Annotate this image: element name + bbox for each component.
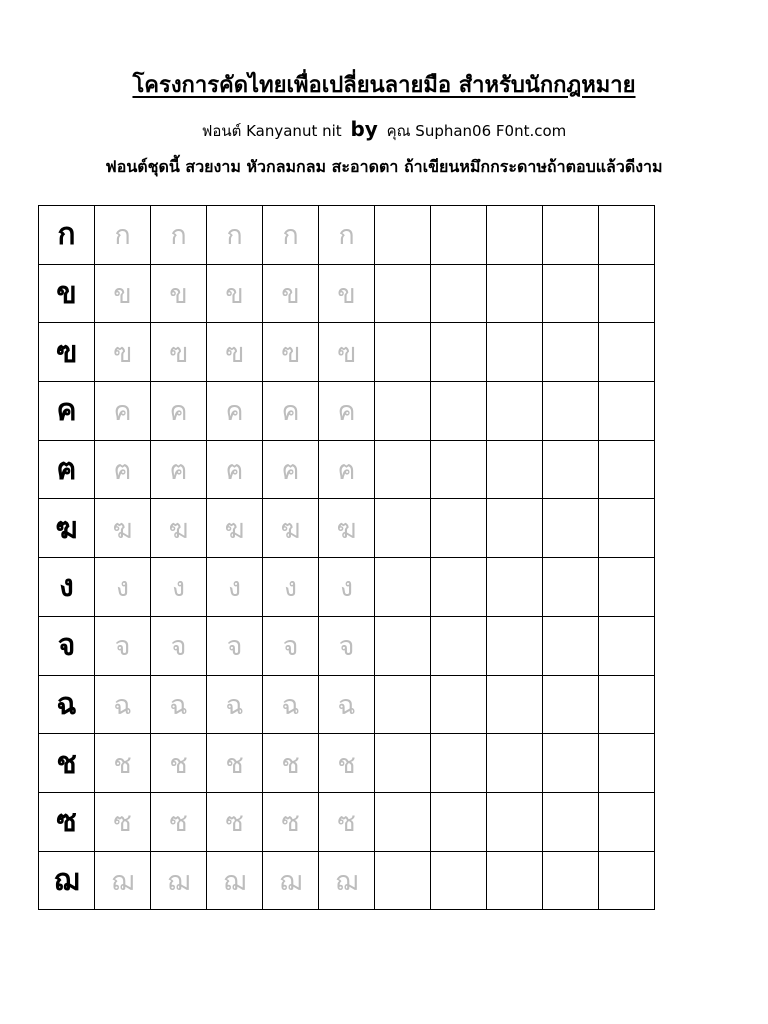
trace-letter-cell: ก (95, 206, 151, 265)
blank-practice-cell (431, 616, 487, 675)
trace-letter-cell: จ (95, 616, 151, 675)
trace-letter-cell: ฅ (207, 440, 263, 499)
blank-practice-cell (599, 851, 655, 910)
blank-practice-cell (487, 323, 543, 382)
trace-letter-cell: ข (263, 264, 319, 323)
trace-letter-cell: ช (95, 734, 151, 793)
page-title-text: โครงการคัดไทยเพื่อเปลี่ยนลายมือ สำหรับนักกฎหมาย (132, 73, 636, 98)
trace-letter-cell: ก (319, 206, 375, 265)
model-letter-cell: ฆ (39, 499, 95, 558)
trace-letter-cell: ฆ (207, 499, 263, 558)
blank-practice-cell (375, 264, 431, 323)
blank-practice-cell (487, 206, 543, 265)
blank-practice-cell (599, 440, 655, 499)
trace-letter-cell: ฉ (151, 675, 207, 734)
trace-letter-cell: ฌ (95, 851, 151, 910)
trace-letter-cell: ฅ (319, 440, 375, 499)
blank-practice-cell (543, 264, 599, 323)
blank-practice-cell (543, 382, 599, 441)
trace-letter-cell: ง (207, 558, 263, 617)
model-letter-cell: ง (39, 558, 95, 617)
trace-letter-cell: ฃ (95, 323, 151, 382)
blank-practice-cell (431, 851, 487, 910)
blank-practice-cell (599, 499, 655, 558)
blank-practice-cell (487, 851, 543, 910)
model-letter-cell: ค (39, 382, 95, 441)
blank-practice-cell (431, 440, 487, 499)
trace-letter-cell: ค (151, 382, 207, 441)
blank-practice-cell (375, 616, 431, 675)
blank-practice-cell (487, 558, 543, 617)
practice-row (39, 264, 655, 323)
blank-practice-cell (543, 440, 599, 499)
practice-row (39, 734, 655, 793)
font-credit (0, 116, 768, 144)
trace-letter-cell: ฉ (207, 675, 263, 734)
trace-letter-cell: ช (319, 734, 375, 793)
blank-practice-cell (543, 616, 599, 675)
credit-suffix: คุณ Suphan06 F0nt.com (386, 122, 567, 140)
trace-letter-cell: จ (207, 616, 263, 675)
trace-letter-cell: ค (207, 382, 263, 441)
trace-letter-cell: ฉ (319, 675, 375, 734)
trace-letter-cell: ซ (263, 792, 319, 851)
trace-letter-cell: ฆ (95, 499, 151, 558)
trace-letter-cell: ฌ (319, 851, 375, 910)
blank-practice-cell (375, 734, 431, 793)
trace-letter-cell: ข (319, 264, 375, 323)
trace-letter-cell: ข (95, 264, 151, 323)
model-letter-cell: ฅ (39, 440, 95, 499)
trace-letter-cell: ค (319, 382, 375, 441)
blank-practice-cell (375, 558, 431, 617)
model-letter-cell: ฃ (39, 323, 95, 382)
blank-practice-cell (375, 851, 431, 910)
practice-grid (38, 205, 655, 910)
blank-practice-cell (375, 440, 431, 499)
practice-row (39, 382, 655, 441)
blank-practice-cell (487, 734, 543, 793)
blank-practice-cell (599, 206, 655, 265)
page-subtitle: ฟอนต์ชุดนี้ สวยงาม หัวกลมกลม สะอาดตา ถ้าเขียนหมึกกระดาษถ้าตอบแล้วดีงาม (105, 157, 663, 176)
blank-practice-cell (599, 675, 655, 734)
model-letter-cell: ซ (39, 792, 95, 851)
blank-practice-cell (487, 440, 543, 499)
practice-row (39, 499, 655, 558)
trace-letter-cell: จ (319, 616, 375, 675)
credit-by: by (350, 117, 378, 141)
trace-letter-cell: ฃ (151, 323, 207, 382)
trace-letter-cell: ฃ (319, 323, 375, 382)
trace-letter-cell: ฆ (263, 499, 319, 558)
trace-letter-cell: ฃ (207, 323, 263, 382)
page-title (0, 68, 768, 104)
credit-prefix: ฟอนต์ Kanyanut nit (201, 122, 342, 140)
blank-practice-cell (375, 499, 431, 558)
trace-letter-cell: ข (207, 264, 263, 323)
blank-practice-cell (543, 558, 599, 617)
trace-letter-cell: ค (95, 382, 151, 441)
trace-letter-cell: ง (263, 558, 319, 617)
blank-practice-cell (543, 499, 599, 558)
practice-row (39, 675, 655, 734)
blank-practice-cell (431, 264, 487, 323)
model-letter-cell: ช (39, 734, 95, 793)
model-letter-cell: ฉ (39, 675, 95, 734)
trace-letter-cell: ฅ (95, 440, 151, 499)
blank-practice-cell (375, 323, 431, 382)
trace-letter-cell: ซ (207, 792, 263, 851)
trace-letter-cell: ข (151, 264, 207, 323)
practice-grid-body (39, 206, 655, 910)
blank-practice-cell (487, 382, 543, 441)
blank-practice-cell (431, 675, 487, 734)
trace-letter-cell: ฃ (263, 323, 319, 382)
blank-practice-cell (599, 616, 655, 675)
blank-practice-cell (599, 264, 655, 323)
blank-practice-cell (543, 206, 599, 265)
practice-row (39, 206, 655, 265)
trace-letter-cell: ฆ (319, 499, 375, 558)
blank-practice-cell (487, 616, 543, 675)
trace-letter-cell: ซ (151, 792, 207, 851)
trace-letter-cell: จ (263, 616, 319, 675)
trace-letter-cell: ฉ (263, 675, 319, 734)
blank-practice-cell (543, 675, 599, 734)
practice-row (39, 440, 655, 499)
blank-practice-cell (487, 675, 543, 734)
blank-practice-cell (599, 382, 655, 441)
blank-practice-cell (599, 734, 655, 793)
trace-letter-cell: ช (207, 734, 263, 793)
blank-practice-cell (431, 499, 487, 558)
trace-letter-cell: ช (263, 734, 319, 793)
blank-practice-cell (599, 558, 655, 617)
blank-practice-cell (431, 558, 487, 617)
practice-row (39, 616, 655, 675)
trace-letter-cell: จ (151, 616, 207, 675)
practice-row (39, 323, 655, 382)
trace-letter-cell: ฌ (263, 851, 319, 910)
model-letter-cell: ฌ (39, 851, 95, 910)
blank-practice-cell (375, 206, 431, 265)
blank-practice-cell (543, 792, 599, 851)
trace-letter-cell: ฅ (151, 440, 207, 499)
practice-row (39, 558, 655, 617)
trace-letter-cell: ก (151, 206, 207, 265)
model-letter-cell: ก (39, 206, 95, 265)
blank-practice-cell (487, 499, 543, 558)
trace-letter-cell: ง (151, 558, 207, 617)
blank-practice-cell (599, 792, 655, 851)
trace-letter-cell: ฉ (95, 675, 151, 734)
practice-row (39, 851, 655, 910)
blank-practice-cell (431, 206, 487, 265)
blank-practice-cell (487, 264, 543, 323)
trace-letter-cell: ฆ (151, 499, 207, 558)
model-letter-cell: ข (39, 264, 95, 323)
blank-practice-cell (431, 792, 487, 851)
trace-letter-cell: ก (263, 206, 319, 265)
practice-row (39, 792, 655, 851)
trace-letter-cell: ง (95, 558, 151, 617)
blank-practice-cell (431, 382, 487, 441)
blank-practice-cell (543, 851, 599, 910)
trace-letter-cell: ช (151, 734, 207, 793)
blank-practice-cell (375, 382, 431, 441)
blank-practice-cell (375, 792, 431, 851)
trace-letter-cell: ซ (95, 792, 151, 851)
blank-practice-cell (487, 792, 543, 851)
trace-letter-cell: ฌ (207, 851, 263, 910)
model-letter-cell: จ (39, 616, 95, 675)
blank-practice-cell (599, 323, 655, 382)
trace-letter-cell: ฌ (151, 851, 207, 910)
blank-practice-cell (431, 323, 487, 382)
blank-practice-cell (543, 734, 599, 793)
trace-letter-cell: ง (319, 558, 375, 617)
trace-letter-cell: ก (207, 206, 263, 265)
blank-practice-cell (431, 734, 487, 793)
blank-practice-cell (375, 675, 431, 734)
trace-letter-cell: ซ (319, 792, 375, 851)
trace-letter-cell: ฅ (263, 440, 319, 499)
trace-letter-cell: ค (263, 382, 319, 441)
blank-practice-cell (543, 323, 599, 382)
